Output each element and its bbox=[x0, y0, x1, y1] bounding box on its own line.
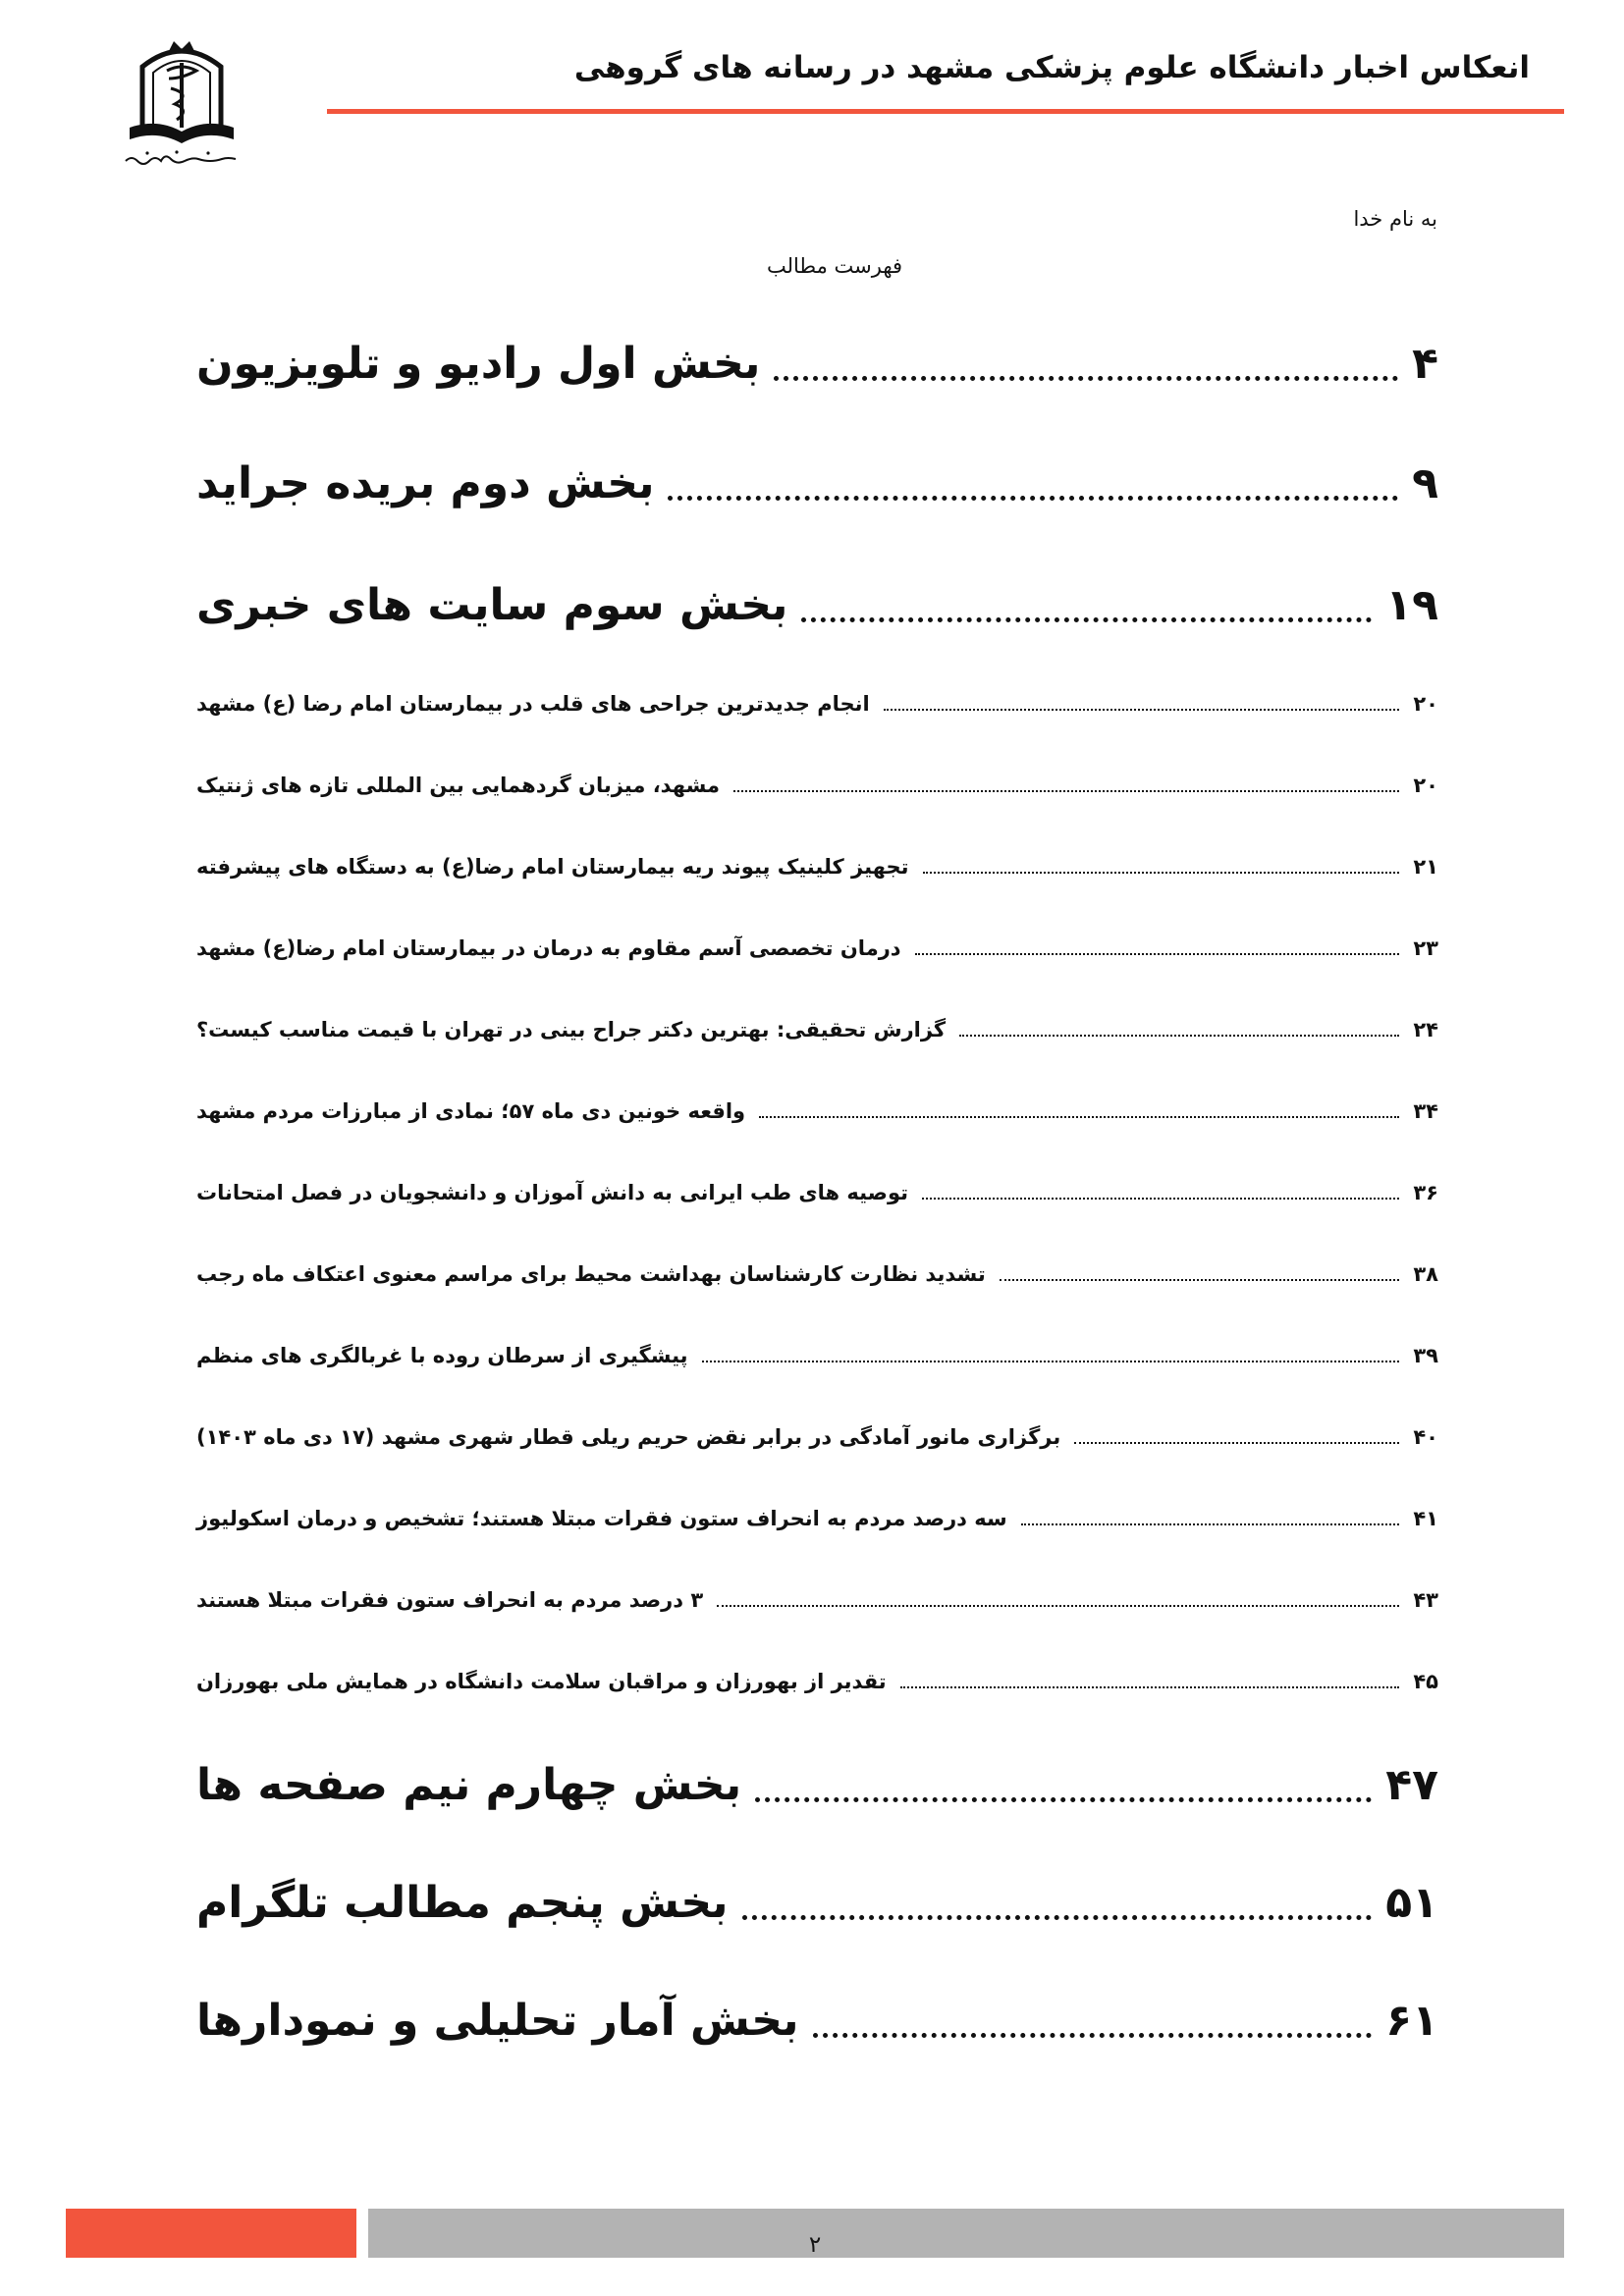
toc-entry-title: بخش سوم سایت های خبری bbox=[196, 580, 788, 630]
toc-leader-dots bbox=[1021, 1523, 1400, 1525]
toc-leader-dots bbox=[717, 1605, 1399, 1607]
toc-entry-major[interactable] bbox=[196, 336, 1438, 393]
toc-leader-dots bbox=[922, 1198, 1399, 1200]
toc-entry-title: بخش پنجم مطالب تلگرام bbox=[196, 1878, 729, 1928]
toc-entry-title: پیشگیری از سرطان روده با غربالگری های منظم bbox=[196, 1344, 688, 1367]
toc-entry-minor[interactable] bbox=[196, 1504, 1438, 1533]
toc-leader-dots bbox=[1074, 1442, 1399, 1444]
toc-entry-major[interactable] bbox=[196, 1875, 1438, 1932]
toc-entry-page: ۶۱ bbox=[1385, 1996, 1438, 2046]
header-divider bbox=[327, 109, 1564, 114]
toc-entry-minor[interactable] bbox=[196, 934, 1438, 963]
toc-entry-title: بخش چهارم نیم صفحه ها bbox=[196, 1760, 742, 1810]
toc-entry-title: بخش اول رادیو و تلویزیون bbox=[196, 339, 761, 389]
toc-entry-page: ۳۶ bbox=[1413, 1181, 1438, 1204]
toc-leader-dots bbox=[801, 617, 1372, 622]
toc-entry-page: ۲۱ bbox=[1413, 855, 1438, 879]
toc-entry-page: ۳۹ bbox=[1413, 1344, 1438, 1367]
toc-entry-minor[interactable] bbox=[196, 1341, 1438, 1370]
toc-entry-minor[interactable] bbox=[196, 1585, 1438, 1615]
toc-leader-dots bbox=[923, 872, 1400, 874]
toc-entry-page: ۴۰ bbox=[1413, 1425, 1438, 1449]
toc-entry-page: ۴۷ bbox=[1385, 1760, 1438, 1810]
toc-leader-dots bbox=[884, 709, 1400, 711]
toc-entry-minor[interactable] bbox=[196, 1422, 1438, 1452]
toc-entry-page: ۴ bbox=[1412, 339, 1438, 389]
toc-entry-major[interactable] bbox=[196, 1757, 1438, 1814]
toc-leader-dots bbox=[733, 790, 1399, 792]
toc-entry-page: ۳۸ bbox=[1413, 1262, 1438, 1286]
toc-entry-minor[interactable] bbox=[196, 689, 1438, 719]
toc-entry-title: بخش آمار تحلیلی و نمودارها bbox=[196, 1996, 799, 2046]
toc-entry-title: ۳ درصد مردم به انحراف ستون فقرات مبتلا هستند bbox=[196, 1588, 704, 1612]
toc-entry-title: انجام جدیدترین جراحی های قلب در بیمارستان امام رضا (ع) مشهد bbox=[196, 692, 870, 716]
toc-entry-page: ۹ bbox=[1412, 458, 1438, 508]
bismillah-line: به نام خدا bbox=[1353, 207, 1437, 231]
university-seal-icon bbox=[108, 37, 255, 175]
toc-leader-dots bbox=[702, 1361, 1400, 1362]
toc-entry-minor[interactable] bbox=[196, 771, 1438, 800]
toc-entry-minor[interactable] bbox=[196, 852, 1438, 881]
toc-entry-page: ۴۱ bbox=[1413, 1507, 1438, 1530]
toc-entry-page: ۲۰ bbox=[1413, 692, 1438, 716]
toc-entry-title: برگزاری مانور آمادگی در برابر نقض حریم ریلی قطار شهری مشهد (۱۷ دی ماه ۱۴۰۳) bbox=[196, 1425, 1061, 1449]
footer-accent-bar bbox=[66, 2209, 356, 2258]
toc-leader-dots bbox=[755, 1797, 1372, 1802]
toc-entry-minor[interactable] bbox=[196, 1015, 1438, 1044]
toc-entry-page: ۴۳ bbox=[1413, 1588, 1438, 1612]
toc-leader-dots bbox=[915, 953, 1400, 955]
toc-leader-dots bbox=[668, 496, 1398, 501]
toc-entry-major[interactable] bbox=[196, 1993, 1438, 2050]
toc-entry-title: سه درصد مردم به انحراف ستون فقرات مبتلا هستند؛ تشخیص و درمان اسکولیوز bbox=[196, 1507, 1007, 1530]
toc-leader-dots bbox=[900, 1686, 1400, 1688]
toc-entry-title: واقعه خونین دی ماه ۵۷؛ نمادی از مبارزات مردم مشهد bbox=[196, 1099, 746, 1123]
toc-entry-page: ۲۴ bbox=[1413, 1018, 1438, 1041]
toc-entry-title: بخش دوم بریده جراید bbox=[196, 458, 655, 508]
footer-bar bbox=[368, 2209, 1564, 2258]
toc-entry-minor[interactable] bbox=[196, 1259, 1438, 1289]
toc-entry-major[interactable] bbox=[196, 455, 1438, 512]
toc-leader-dots bbox=[774, 376, 1398, 381]
toc-entry-page: ۲۳ bbox=[1413, 936, 1438, 960]
toc-entry-minor[interactable] bbox=[196, 1178, 1438, 1207]
toc-entry-major[interactable] bbox=[196, 577, 1438, 634]
toc-entry-page: ۲۰ bbox=[1413, 774, 1438, 797]
toc-leader-dots bbox=[759, 1116, 1399, 1118]
toc-entry-title: گزارش تحقیقی: بهترین دکتر جراح بینی در تهران با قیمت مناسب کیست؟ bbox=[196, 1018, 947, 1041]
toc-leader-dots bbox=[742, 1915, 1373, 1920]
toc-entry-title: مشهد، میزبان گردهمایی بین المللی تازه های ژنتیک bbox=[196, 774, 721, 797]
toc-leader-dots bbox=[1000, 1279, 1400, 1281]
toc-entry-title: توصیه های طب ایرانی به دانش آموزان و دانشجویان در فصل امتحانات bbox=[196, 1181, 908, 1204]
toc-heading: فهرست مطالب bbox=[766, 254, 903, 278]
toc-entry-minor[interactable] bbox=[196, 1096, 1438, 1126]
toc-entry-title: درمان تخصصی آسم مقاوم به درمان در بیمارستان امام رضا(ع) مشهد bbox=[196, 936, 901, 960]
document-header-title: انعکاس اخبار دانشگاه علوم پزشکی مشهد در رسانه های گروهی bbox=[573, 50, 1530, 85]
toc-leader-dots bbox=[813, 2033, 1373, 2038]
toc-entry-page: ۱۹ bbox=[1385, 580, 1438, 630]
toc-entry-title: تشدید نظارت کارشناسان بهداشت محیط برای مراسم معنوی اعتکاف ماه رجب bbox=[196, 1262, 986, 1286]
toc-entry-page: ۴۵ bbox=[1413, 1670, 1438, 1693]
toc-entry-title: تقدیر از بهورزان و مراقبان سلامت دانشگاه در همایش ملی بهورزان bbox=[196, 1670, 887, 1693]
toc-entry-minor[interactable] bbox=[196, 1667, 1438, 1696]
toc-entry-title: تجهیز کلینیک پیوند ریه بیمارستان امام رضا(ع) به دستگاه های پیشرفته bbox=[196, 855, 909, 879]
page-number: ۲ bbox=[808, 2232, 822, 2258]
toc-entry-page: ۳۴ bbox=[1413, 1099, 1438, 1123]
toc-entry-page: ۵۱ bbox=[1385, 1878, 1438, 1928]
toc-leader-dots bbox=[959, 1035, 1399, 1037]
